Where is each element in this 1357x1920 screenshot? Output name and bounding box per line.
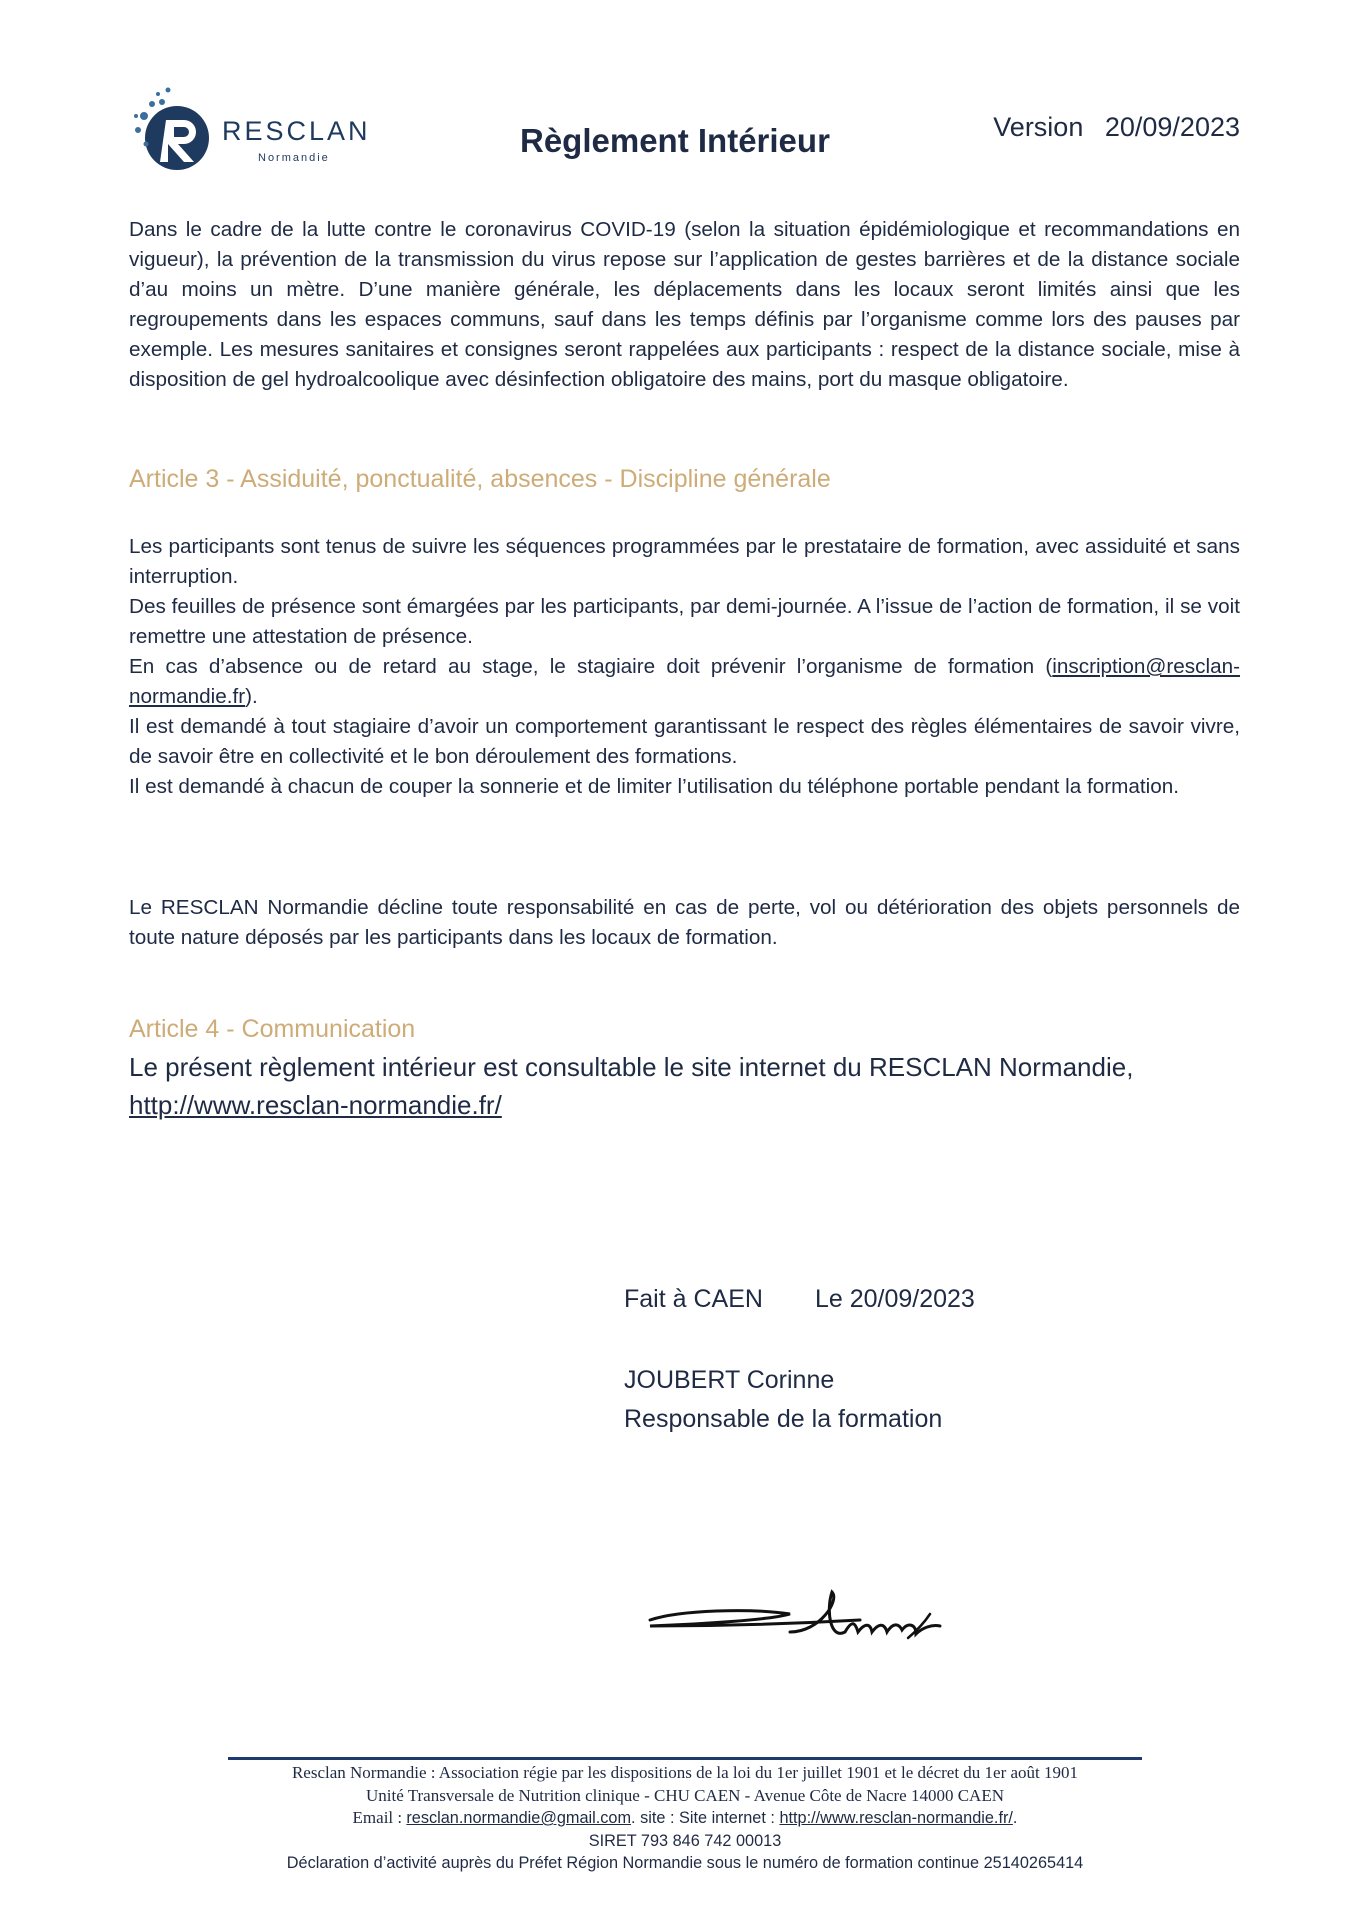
- footer: [180, 1762, 1190, 1875]
- signature-date: Le 20/09/2023: [814, 1285, 975, 1313]
- resclan-logo: [132, 86, 372, 186]
- handwritten-signature: [640, 1580, 970, 1660]
- logo-subtitle: Normandie: [258, 152, 330, 164]
- signatory-role: Responsable de la formation: [624, 1405, 943, 1433]
- article-3-body: [129, 532, 1240, 802]
- article-3-title: Article 3 - Assiduité, ponctualité, absences - Discipline générale: [129, 465, 831, 493]
- footer-line-2: Unité Transversale de Nutrition clinique - CHU CAEN - Avenue Côte de Nacre 14000 CAEN: [365, 1785, 1004, 1805]
- resclan-logo-icon: [132, 86, 222, 186]
- intro-section: [129, 215, 1240, 395]
- intro-paragraph: Dans le cadre de la lutte contre le coronavirus COVID-19 (selon la situation épidémiologique et recommandations en vigueur), la prévention de la transmission du virus repose sur l’application de gestes barrières et de la distance sociale d’au moins un mètre. D’une manière générale, les déplacements dans les locaux seront limités ainsi que les regroupements dans les espaces communs, sauf dans les temps définis par l’organisme comme lors des pauses par exemple. Les mesures sanitaires et consignes seront rappelées aux participants : respect de la distance sociale, mise à disposition de gel hydroalcoolique avec désinfection obligatoire des mains, port du masque obligatoire.: [129, 218, 1240, 391]
- liability-section: [129, 893, 1240, 953]
- footer-siret: SIRET 793 846 742 00013: [588, 1831, 782, 1850]
- website-link[interactable]: http://www.resclan-normandie.fr/: [129, 1090, 502, 1120]
- footer-site-label: . site : Site internet :: [631, 1809, 780, 1827]
- article-4-text: [129, 1048, 1240, 1124]
- article-3-paragraph-3-text: En cas d’absence ou de retard au stage, le stagiaire doit prévenir l’organisme de formation: [129, 655, 1035, 678]
- article-4-sentence: Le présent règlement intérieur est consultable le site internet du RESCLAN Normandie,: [129, 1052, 1134, 1082]
- email-close-paren: ).: [245, 685, 258, 708]
- article-3-paragraph-3: [129, 652, 1240, 712]
- article-3-heading-block: [129, 465, 1240, 494]
- article-4-title: Article 4 - Communication: [129, 1015, 416, 1043]
- signature-place-date: [624, 1285, 975, 1314]
- version-info: [993, 112, 1240, 143]
- footer-contact-line: [180, 1807, 1190, 1830]
- article-3-paragraph-2: Des feuilles de présence sont émargées par les participants, par demi-journée. A l’issue de l’action de formation, il se voit remettre une attestation de présence.: [129, 595, 1240, 648]
- version-label: Version: [993, 112, 1084, 142]
- footer-divider: [228, 1757, 1142, 1760]
- signature-place: Fait à CAEN: [624, 1285, 763, 1313]
- document-title: Règlement Intérieur: [520, 122, 830, 159]
- article-3-paragraph-1: Les participants sont tenus de suivre les séquences programmées par le prestataire de formation, avec assiduité et sans interruption.: [129, 535, 1240, 588]
- footer-line-1: Resclan Normandie : Association régie par les dispositions de la loi du 1er juillet 1901 et le décret du 1er août 1901: [291, 1763, 1079, 1782]
- footer-email-label: Email :: [352, 1808, 407, 1827]
- article-4-section: [129, 1015, 1240, 1124]
- footer-email-link[interactable]: resclan.normandie@gmail.com: [406, 1809, 632, 1827]
- inscription-email-link[interactable]: inscription@resclan-normandie.fr: [129, 655, 1240, 708]
- signatory-name: JOUBERT Corinne: [624, 1366, 835, 1394]
- footer-declaration: Déclaration d’activité auprès du Préfet Région Normandie sous le numéro de formation continue 25140265414: [286, 1854, 1084, 1872]
- footer-site-link[interactable]: http://www.resclan-normandie.fr/: [779, 1809, 1013, 1827]
- version-date: 20/09/2023: [1104, 112, 1240, 142]
- logo-name: RESCLAN: [222, 116, 371, 146]
- email-open-paren: (: [1045, 655, 1053, 678]
- footer-site-end: .: [1012, 1809, 1018, 1827]
- signatory: [624, 1361, 942, 1439]
- article-3-paragraph-5: Il est demandé à chacun de couper la sonnerie et de limiter l’utilisation du téléphone portable pendant la formation.: [129, 775, 1179, 798]
- article-3-paragraph-4: Il est demandé à tout stagiaire d’avoir un comportement garantissant le respect des règles élémentaires de savoir vivre, de savoir être en collectivité et le bon déroulement des formations.: [129, 715, 1240, 768]
- liability-paragraph: Le RESCLAN Normandie décline toute responsabilité en cas de perte, vol ou détérioration des objets personnels de toute nature déposés par les participants dans les locaux de formation.: [129, 896, 1240, 949]
